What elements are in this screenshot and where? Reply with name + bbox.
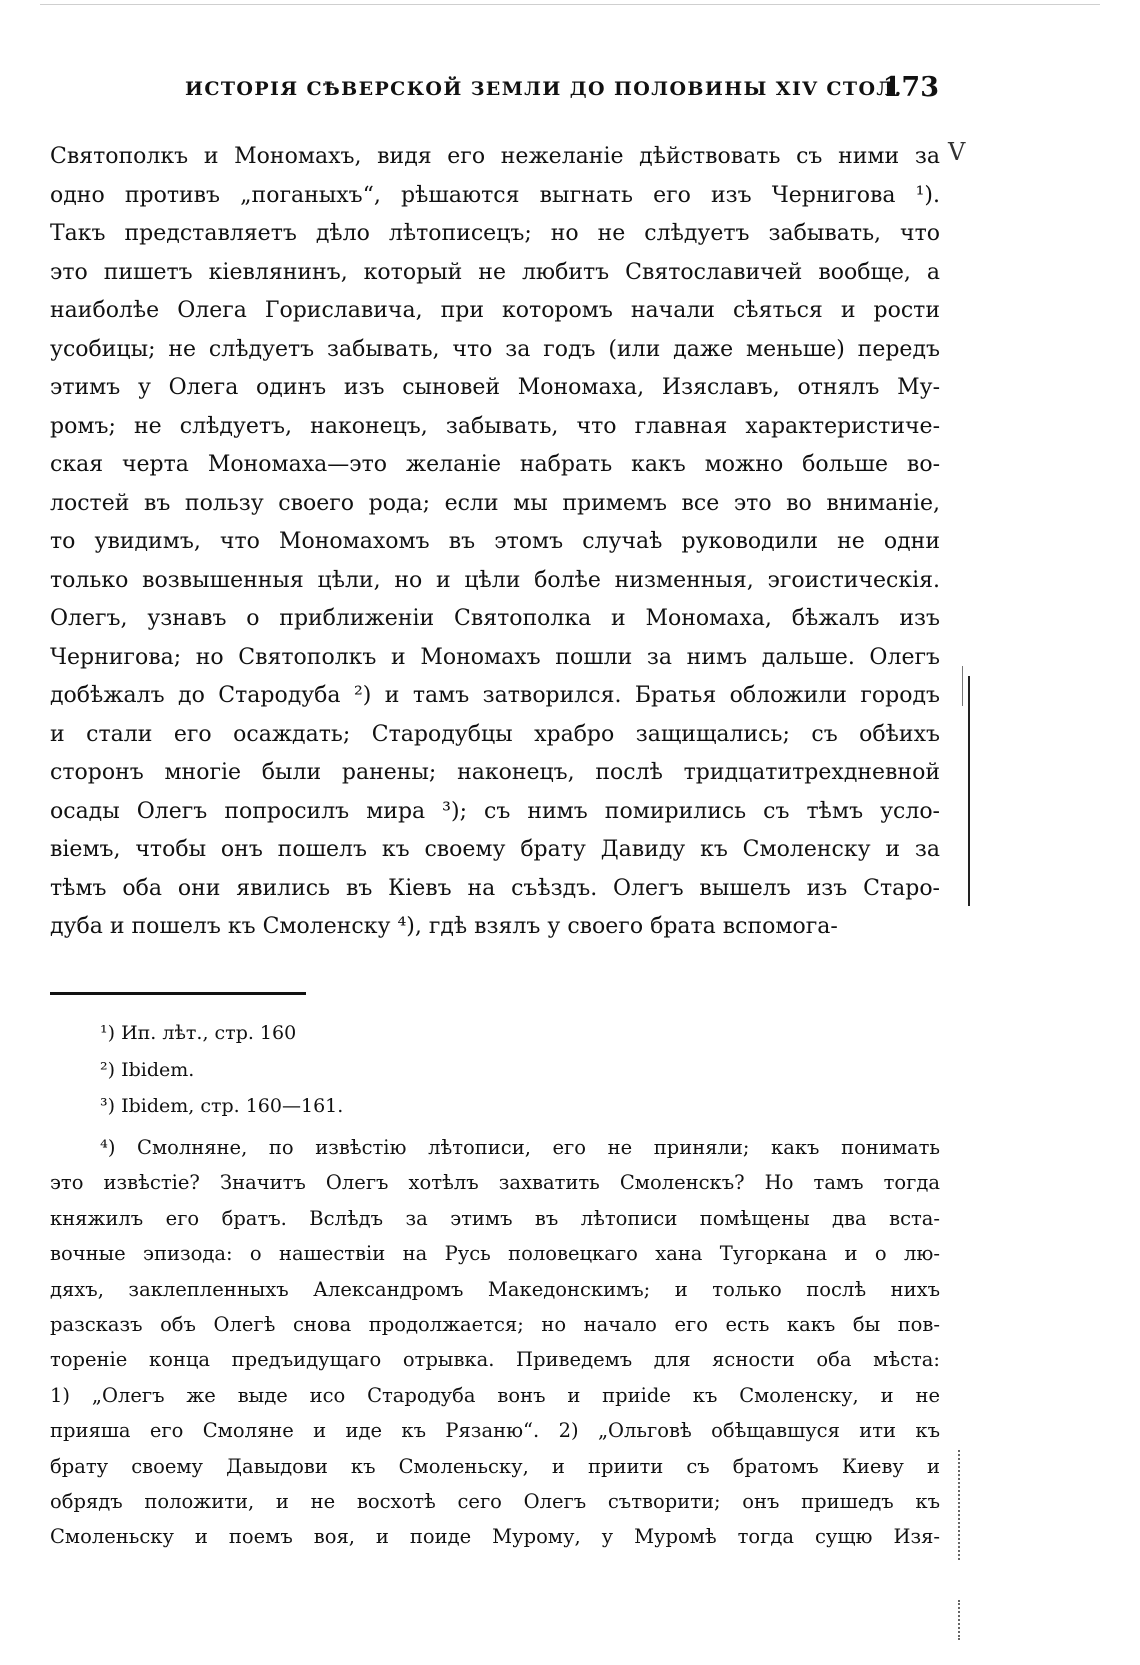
body-line: Такъ представляетъ дѣло лѣтописецъ; но не слѣдуетъ забывать, что bbox=[50, 221, 940, 246]
body-line: одно противъ „поганыхъ“, рѣшаются выгнать его изъ Чернигова ¹). bbox=[50, 182, 940, 208]
footnote-4-line: вочные эпизода: о нашествіи на Русь половецкаго хана Тугоркана и о лю- bbox=[50, 1242, 940, 1266]
footnote-4-line: дяхъ, заклепленныхъ Александромъ Македонскимъ; и только послѣ нихъ bbox=[50, 1277, 940, 1301]
body-line: дуба и пошелъ къ Смоленску ⁴), гдѣ взялъ у своего брата вспомога- bbox=[50, 914, 838, 939]
footnotes-short bbox=[100, 1015, 940, 1125]
footnote-separator bbox=[50, 992, 306, 995]
footnote-4-line: тореніе конца предъидущаго отрывка. Приведемъ для ясности оба мѣста: bbox=[50, 1348, 940, 1372]
footnote-4-line: ⁴) Смолняне, по извѣстію лѣтописи, его не приняли; какъ понимать bbox=[100, 1136, 940, 1159]
footnote-4-line: брату своему Давыдови къ Смоленьску, и приити съ братомъ Киеву и bbox=[50, 1454, 940, 1478]
footnote-4-line: разсказъ объ Олегѣ снова продолжается; но начало его есть какъ бы пов- bbox=[50, 1312, 940, 1336]
footnote-4-line: княжилъ его братъ. Вслѣдъ за этимъ въ лѣтописи помѣщены два вста- bbox=[50, 1206, 940, 1230]
body-line: віемъ, чтобы онъ пошелъ къ своему брату Давиду къ Смоленску и за bbox=[50, 837, 940, 862]
body-line: Чернигова; но Святополкъ и Мономахъ пошли за нимъ дальше. Олегъ bbox=[50, 644, 940, 670]
footnote-2: ²) Ibidem. bbox=[100, 1058, 195, 1081]
body-line: и стали его осаждать; Стародубцы храбро защищались; съ обѣихъ bbox=[50, 721, 940, 747]
margin-pencil-line bbox=[968, 676, 970, 906]
footnote-4-line: 1) „Олегъ же выде исо Стародуба вонъ и приide къ Смоленску, и не bbox=[50, 1383, 940, 1407]
body-line: тѣмъ оба они явились въ Кіевъ на съѣздъ. Олегъ вышелъ изъ Старо- bbox=[50, 875, 940, 901]
body-line: сторонъ многіе были ранены; наконецъ, послѣ тридцатитрехдневной bbox=[50, 760, 940, 785]
footnote-4-line: Смоленьску и поемъ воя, и поиде Мурому, у Муромѣ тогда сущю Изя- bbox=[50, 1525, 940, 1549]
running-title: ИСТОРІЯ СѢВЕРСКОЙ ЗЕМЛИ ДО ПОЛОВИНЫ XIV СТОЛ. bbox=[185, 78, 903, 100]
body-line: Олегъ, узнавъ о приближеніи Святополка и Мономаха, бѣжалъ изъ bbox=[50, 606, 940, 631]
margin-pencil-line-faint bbox=[962, 666, 963, 706]
page-number: 173 bbox=[882, 72, 939, 103]
body-line: Святополкъ и Мономахъ, видя его нежеланіе дѣйствовать съ ними за bbox=[50, 144, 940, 169]
footnote-4 bbox=[50, 1130, 940, 1555]
body-line: осады Олегъ попросилъ мира ³); съ нимъ помирились съ тѣмъ усло- bbox=[50, 798, 940, 824]
body-line: этимъ у Олега одинъ изъ сыновей Мономаха, Изяславъ, отнялъ Му- bbox=[50, 375, 940, 400]
body-line: это пишетъ кіевлянинъ, который не любитъ Святославичей вообще, а bbox=[50, 259, 940, 285]
body-line: усобицы; не слѣдуетъ забывать, что за годъ (или даже меньше) передъ bbox=[50, 336, 940, 362]
margin-dotted-line-bottom bbox=[958, 1600, 962, 1640]
margin-check-mark: V bbox=[948, 138, 966, 166]
footnote-4-line: это извѣстіе? Значитъ Олегъ хотѣлъ захватить Смоленскъ? Но тамъ тогда bbox=[50, 1171, 940, 1195]
footnote-1: ¹) Ип. лѣт., стр. 160 bbox=[100, 1022, 297, 1044]
body-line: добѣжалъ до Стародуба ²) и тамъ затворился. Братья обложили городъ bbox=[50, 683, 940, 708]
footnote-4-line: обрядъ положити, и не восхотѣ сего Олегъ сътворити; онъ пришедъ къ bbox=[50, 1489, 940, 1513]
top-edge-rule bbox=[40, 4, 1100, 5]
margin-dotted-line bbox=[958, 1450, 962, 1560]
body-line: только возвышенныя цѣли, но и цѣли болѣе низменныя, эгоистическія. bbox=[50, 567, 940, 593]
body-line: наиболѣе Олега Гориславича, при которомъ начали сѣяться и рости bbox=[50, 298, 940, 323]
page-header bbox=[185, 72, 939, 112]
main-text bbox=[50, 138, 940, 947]
body-line: ская черта Мономаха—это желаніе набрать какъ можно больше во- bbox=[50, 452, 940, 477]
body-line: ромъ; не слѣдуетъ, наконецъ, забывать, что главная характеристиче- bbox=[50, 413, 940, 439]
footnote-3: ³) Ibidem, стр. 160—161. bbox=[100, 1095, 344, 1117]
body-line: лостей въ пользу своего рода; если мы примемъ все это во вниманіе, bbox=[50, 490, 940, 516]
footnote-4-line: прияша его Смоляне и иде къ Рязаню“. 2) „Ольговѣ обѣщавшуся ити къ bbox=[50, 1419, 940, 1443]
body-line: то увидимъ, что Мономахомъ въ этомъ случаѣ руководили не одни bbox=[50, 529, 940, 554]
